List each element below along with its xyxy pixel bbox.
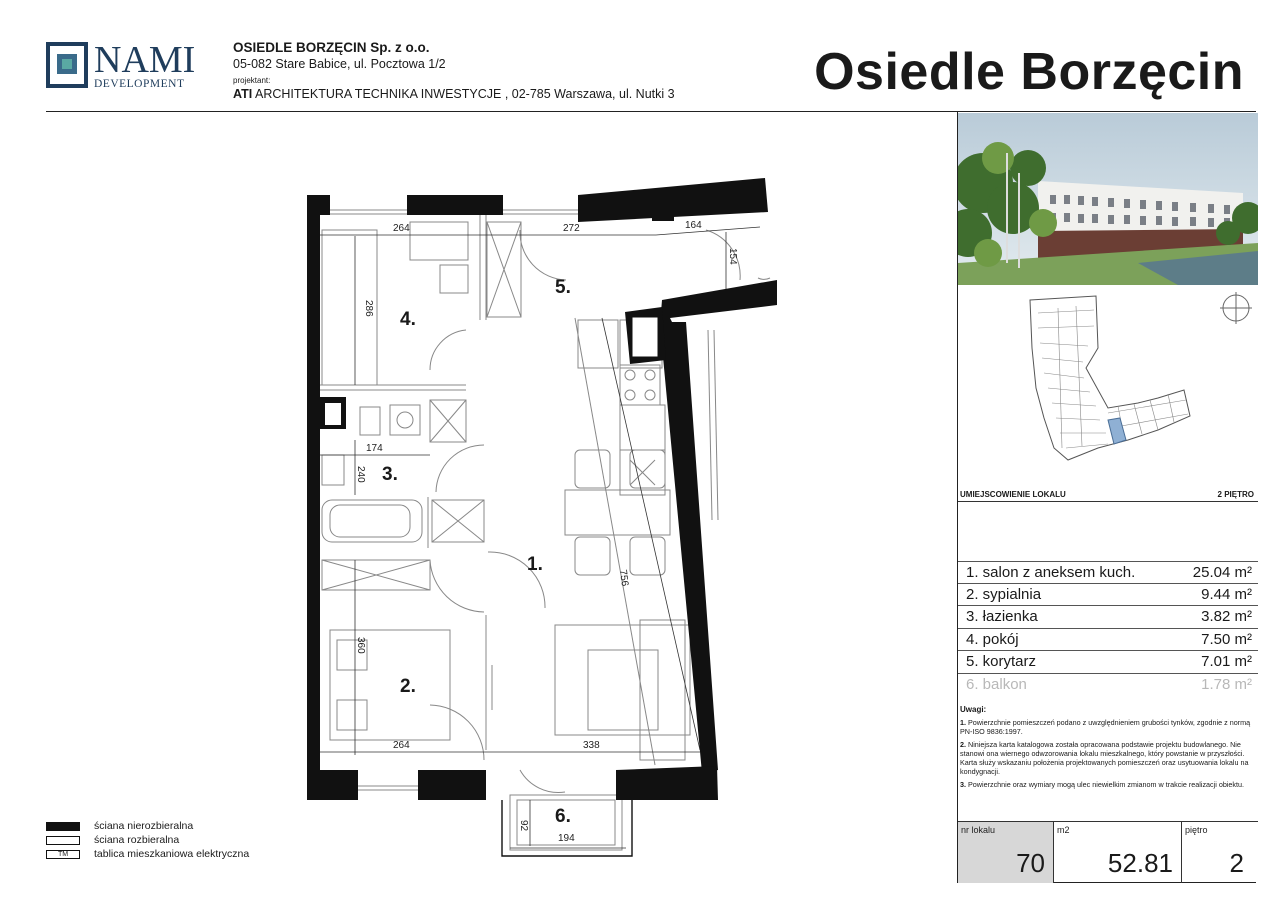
dim-bath-height: 240 (355, 466, 366, 483)
dim-living-width: 338 (583, 740, 600, 751)
dim-living-diagonal: 756 (617, 569, 630, 587)
building-render-image (958, 113, 1258, 285)
load-bearing-wall-swatch (46, 822, 80, 831)
room-number-2: 2. (400, 676, 416, 697)
room-area: 3.82 m² (1201, 608, 1252, 625)
room-name: 2. sypialnia (966, 585, 1042, 603)
room-area: 7.01 m² (1201, 653, 1252, 670)
unit-number-value: 70 (1016, 848, 1045, 878)
room-number-1: 1. (527, 554, 543, 575)
note-3-number: 3. (960, 780, 966, 789)
room-number-6: 6. (555, 806, 571, 827)
partition-wall-swatch (46, 836, 80, 845)
room-area-table (958, 561, 1258, 696)
room-area: 7.50 m² (1201, 630, 1252, 648)
room-number-3: 3. (382, 464, 398, 485)
logo-name: NAMI (94, 39, 196, 81)
notes-section (960, 705, 1252, 793)
north-arrow-icon (1220, 292, 1252, 324)
room-row (958, 651, 1258, 674)
location-floor: 2 PIĘTRO (1217, 490, 1254, 499)
room-row (958, 561, 1258, 584)
page-title: Osiedle Borzęcin (814, 43, 1244, 101)
room-row (958, 606, 1258, 629)
unit-floor-label: piętro (1185, 825, 1208, 835)
dim-corridor-depth: 154 (727, 248, 738, 265)
electrical-panel-swatch: TM (46, 850, 80, 859)
dim-room4-width: 264 (393, 223, 410, 234)
unit-area-value: 52.81 (1107, 848, 1173, 878)
legend-label: ściana nierozbieralna (94, 820, 194, 832)
room-row (958, 629, 1258, 652)
logo-subtitle: DEVELOPMENT (94, 78, 185, 90)
unit-summary (958, 821, 1258, 882)
dim-room4-height: 286 (363, 300, 374, 317)
note-2 (960, 740, 1252, 776)
room-name: 6. balkon (966, 675, 1027, 693)
company-address: 05-082 Stare Babice, ul. Pocztowa 1/2 (233, 57, 446, 71)
room-name: 1. salon z aneksem kuch. (966, 564, 1136, 581)
note-3-text: Powierzchnie oraz wymiary mogą ulec niewielkim zmianom w trakcie realizacji obiektu. (968, 780, 1245, 789)
dim-balcony-depth: 92 (518, 820, 529, 832)
note-1-text: Powierzchnie pomieszczeń podano z uwzględnieniem grubości tynków, zgodnie z normą PN-ISO 9836:1997. (960, 718, 1251, 736)
unit-number-cell (958, 822, 1054, 883)
unit-area-cell (1054, 822, 1182, 883)
unit-area-label: m2 (1057, 825, 1070, 835)
projektant-label: projektant: (233, 76, 271, 85)
location-label: UMIEJSCOWIENIE LOKALU (960, 490, 1066, 499)
unit-number-label: nr lokalu (961, 825, 996, 835)
room-name: 4. pokój (966, 630, 1019, 648)
note-1-number: 1. (960, 718, 966, 727)
room-number-5: 5. (555, 277, 571, 298)
dim-bedroom-width: 264 (393, 740, 410, 751)
note-2-number: 2. (960, 740, 966, 749)
dim-bedroom-height: 360 (355, 637, 366, 654)
room-row (958, 674, 1258, 697)
room-row (958, 584, 1258, 607)
dim-corridor-end: 164 (685, 220, 702, 231)
company-name: OSIEDLE BORZĘCIN Sp. z o.o. (233, 40, 430, 55)
building-outline (1030, 296, 1190, 460)
dim-corridor-width: 272 (563, 223, 580, 234)
note-2-text: Niniejsza karta katalogowa została opracowana podstawie projektu budowlanego. Nie stanowi ona wiernego odwzorowania lokalu mieszkalnego, który powstanie w przyszłości. Karta służy wskazaniu położenia projektowanych pomieszczeń oraz usytuowania lokalu na kondygnacji. (960, 740, 1249, 776)
unit-location-plan (958, 288, 1258, 498)
projektant-details: ARCHITEKTURA TECHNIKA INWESTYCJE , 02-785 Warszawa, ul. Nutki 3 (255, 87, 675, 101)
legend-label: ściana rozbieralna (94, 834, 180, 846)
legend-label: tablica mieszkaniowa elektryczna (94, 848, 250, 860)
room-name: 5. korytarz (966, 653, 1037, 670)
unit-floor-cell (1182, 822, 1258, 883)
dim-balcony-width: 194 (558, 833, 575, 844)
room-area: 9.44 m² (1201, 585, 1252, 603)
location-underline (958, 501, 1258, 502)
note-1 (960, 718, 1252, 736)
unit-floor-value: 2 (1229, 848, 1244, 878)
notes-title: Uwagi: (960, 705, 987, 714)
room-name: 3. łazienka (966, 608, 1038, 625)
dim-bath-width: 174 (366, 443, 383, 454)
note-3 (960, 780, 1252, 789)
room-area: 1.78 m² (1201, 675, 1252, 693)
room-number-4: 4. (400, 309, 416, 330)
room-area: 25.04 m² (1192, 564, 1252, 581)
projektant-bold: ATI (233, 87, 253, 101)
